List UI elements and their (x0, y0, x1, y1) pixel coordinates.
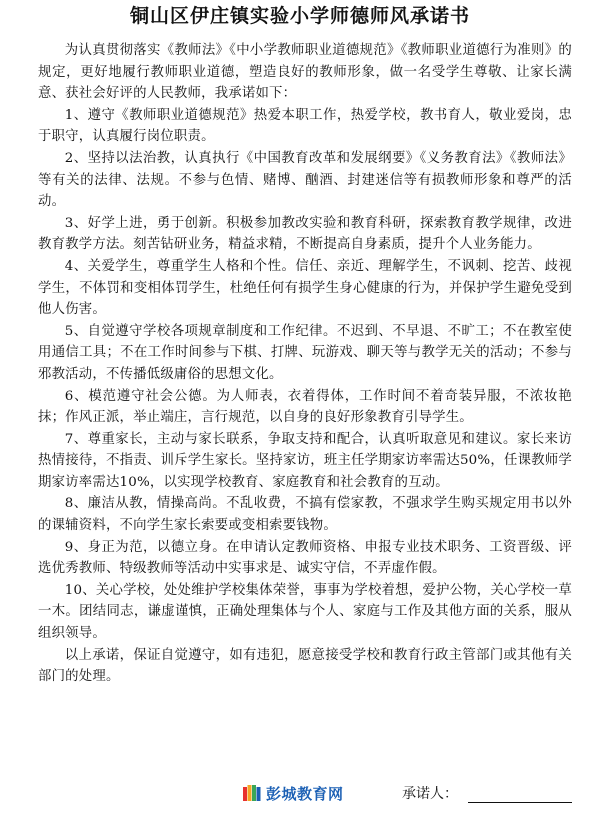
pledge-item-1: 1、遵守《教师职业道德规范》热爱本职工作，热爱学校，教书育人，敬业爱岗，忠于职守，认真履行岗位职责。 (38, 107, 572, 145)
pledge-item-2: 2、坚持以法治教，认真执行《中国教育改革和发展纲要》《义务教育法》《教师法》等有关的法律、法规。不参与色情、赌博、酗酒、封建迷信等有损教师形象和尊严的活动。 (38, 150, 572, 210)
logo-bar-2 (248, 785, 252, 801)
document-title: 铜山区伊庄镇实验小学师德师风承诺书 (129, 5, 470, 27)
closing-paragraph: 以上承诺，保证自觉遵守，如有违犯，愿意接受学校和教育行政主管部门或其他有关部门的处理。 (38, 647, 572, 685)
pledge-item-4: 4、关爱学生，尊重学生人格和个性。信任、亲近、理解学生，不讽刺、挖苦、歧视学生，不体罚和变相体罚学生，杜绝任何有损学生身心健康的行为，并保护学生避免受到他人伤害。 (38, 258, 572, 318)
logo-bar-4 (257, 787, 261, 801)
intro-paragraph: 为认真贯彻落实《教师法》《中小学教师职业道德规范》《教师职业道德行为准则》的规定，更好地履行教师职业道德，塑造良好的教师形象，做一名受学生尊敬、让家长满意、获社会好评的人民教师，我承诺如下： (38, 43, 572, 102)
pledge-item-8: 8、廉洁从教，情操高尚。不乱收费，不搞有偿家教，不强求学生购买规定用书以外的课辅资料，不向学生家长索要或变相索要钱物。 (38, 496, 572, 534)
signature-label: 承诺人： (402, 786, 458, 802)
pledge-item-3: 3、好学上进，勇于创新。积极参加教改实验和教育科研，探索教育教学规律，改进教育教学方法。刻苦钻研业务，精益求精，不断提高自身素质，提升个人业务能力。 (38, 215, 572, 253)
document-footer (0, 778, 600, 808)
logo-text: 彭城教育网 (266, 784, 344, 803)
pledge-item-7: 7、尊重家长，主动与家长联系，争取支持和配合，认真听取意见和建议。家长来访热情接待，不指责、训斥学生家长。坚持家访，班主任学期家访率需达50%，任课教师学期家访率需达10%，以实现学校教育、家庭教育和社会教育的互动。 (38, 431, 572, 490)
pledge-item-10: 10、关心学校，处处维护学校集体荣誉，事事为学校着想，爱护公物，关心学校一草一木。团结同志，谦虚谨慎，正确处理集体与个人、家庭与工作及其他方面的关系，服从组织领导。 (38, 582, 572, 642)
pledge-item-6: 6、模范遵守社会公德。为人师表，衣着得体，工作时间不着奇装异服，不浓妆艳抹；作风正派，举止端庄，言行规范，以自身的良好形象教育引导学生。 (38, 388, 572, 426)
site-logo (242, 782, 344, 804)
signature-line (468, 802, 572, 803)
document-body (38, 40, 572, 688)
pledge-item-5: 5、自觉遵守学校各项规章制度和工作纪律。不迟到、不早退、不旷工；不在教室使用通信工具；不在工作时间参与下棋、打牌、玩游戏、聊天等与教学无关的活动；不参与邪教活动，不传播低级庸俗的思想文化。 (38, 323, 572, 382)
logo-bar-3 (252, 785, 256, 801)
logo-bar-1 (243, 787, 247, 801)
pledge-item-9: 9、身正为范，以德立身。在申请认定教师资格、申报专业技术职务、工资晋级、评选优秀教师、特级教师等活动中实事求是、诚实守信，不弄虚作假。 (38, 539, 572, 577)
book-logo-icon (242, 783, 262, 803)
